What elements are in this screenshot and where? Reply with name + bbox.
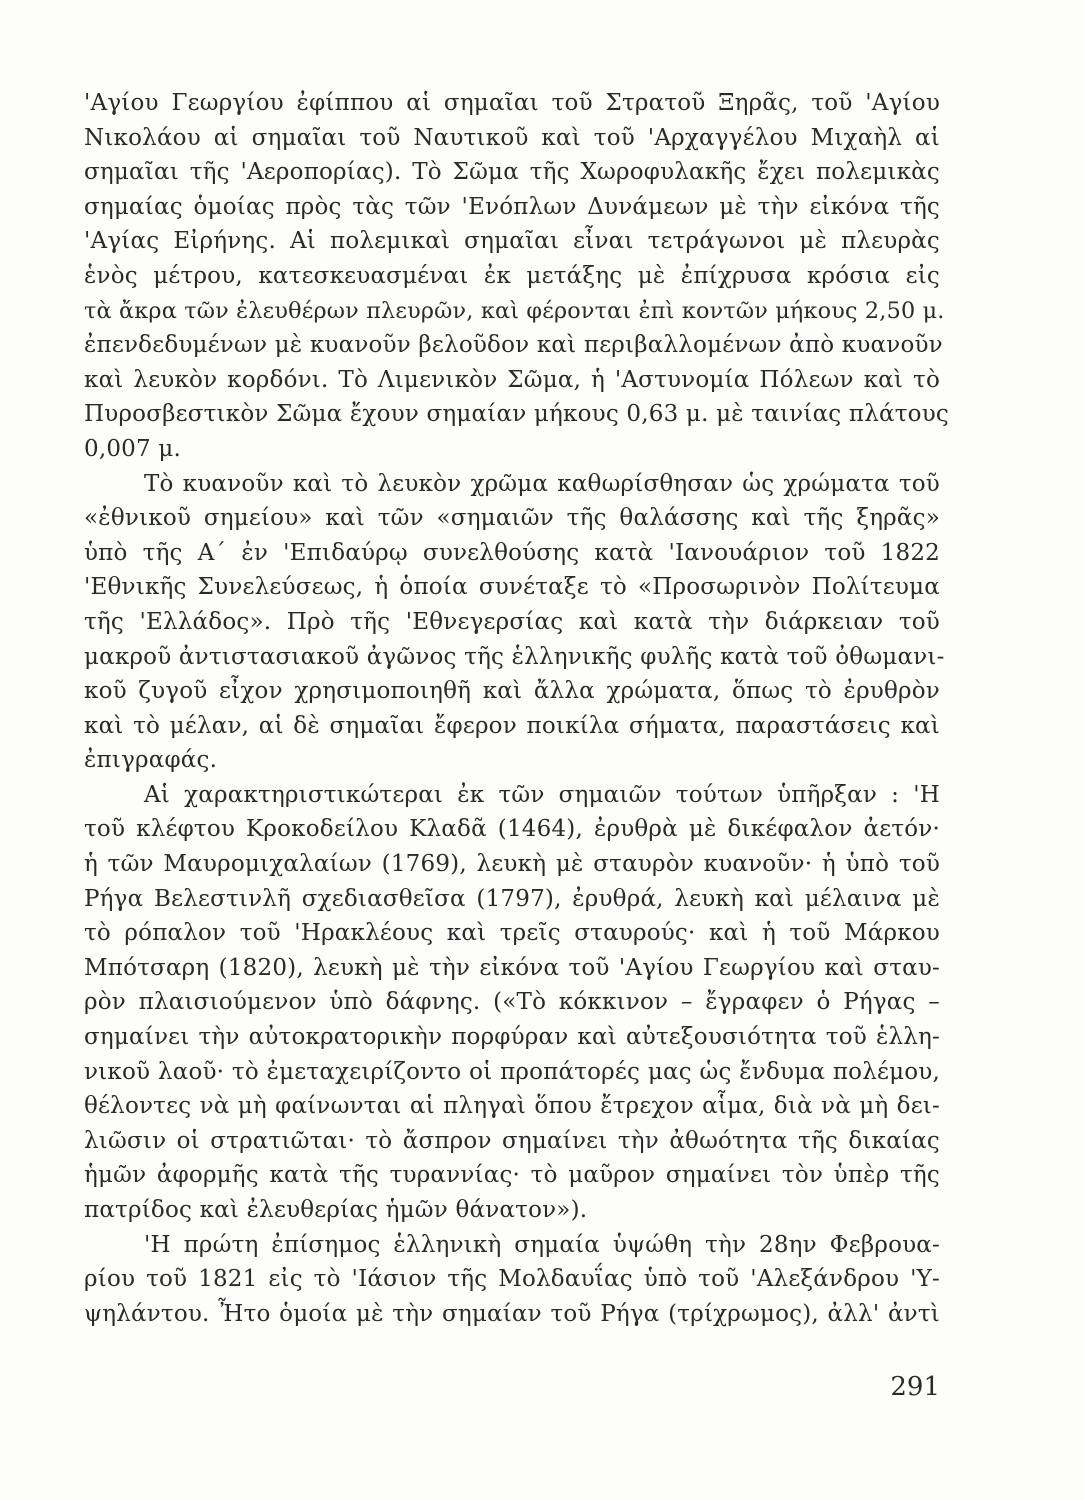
text-line: ρὸν πλαισιούμενον ὑπὸ δάφνης. («Τὸ κόκκινον – ἔγραφεν ὁ Ρήγας – [84, 989, 940, 1016]
text-line: 'Η πρώτη ἐπίσημος ἑλληνικὴ σημαία ὑψώθη τὴν 28ην Φεβρουα- [144, 1231, 940, 1258]
text-line: ἐπιγραφάς. [84, 747, 218, 774]
text-line: Ρήγα Βελεστινλῆ σχεδιασθεῖσα (1797), ἐρυθρά, λευκὴ καὶ μέλαινα μὲ [84, 885, 940, 912]
text-line: θέλοντες νὰ μὴ φαίνωνται αἱ πληγαὶ ὅπου ἔτρεχον αἷμα, διὰ νὰ μὴ δει- [84, 1093, 940, 1120]
page-number: 291 [890, 1372, 940, 1402]
text-line: ψηλάντου. Ἦτο ὁμοία μὲ τὴν σημαίαν τοῦ Ρήγα (τρίχρωμος), ἀλλ' ἀντὶ [84, 1300, 940, 1327]
text-line: Τὸ κυανοῦν καὶ τὸ λευκὸν χρῶμα καθωρίσθησαν ὡς χρώματα τοῦ [144, 470, 940, 497]
text-line: λιῶσιν οἱ στρατιῶται· τὸ ἄσπρον σημαίνει τὴν ἀθωότητα τῆς δικαίας [84, 1127, 940, 1154]
text-line: σημαίας ὁμοίας πρὸς τὰς τῶν 'Ενόπλων Δυνάμεων μὲ τὴν εἰκόνα τῆς [84, 193, 940, 220]
text-line: «ἐθνικοῦ σημείου» καὶ τῶν «σημαιῶν τῆς θαλάσσης καὶ τῆς ξηρᾶς» [84, 505, 940, 532]
text-line: νικοῦ λαοῦ· τὸ ἐμεταχειρίζοντο οἱ προπάτορές μας ὡς ἔνδυμα πολέμου, [84, 1058, 940, 1085]
text-line: 0,007 μ. [84, 435, 182, 462]
text-line: τοῦ κλέφτου Κροκοδείλου Κλαδᾶ (1464), ἐρυθρὰ μὲ δικέφαλον ἀετόν· [84, 816, 940, 843]
text-line: ὑπὸ τῆς Α΄ ἐν 'Επιδαύρῳ συνελθούσης κατὰ 'Ιανουάριον τοῦ 1822 [84, 539, 940, 566]
text-line: κοῦ ζυγοῦ εἶχον χρησιμοποιηθῆ καὶ ἄλλα χρώματα, ὅπως τὸ ἐρυθρὸν [84, 678, 940, 705]
text-line: σημαῖαι τῆς 'Αεροπορίας). Τὸ Σῶμα τῆς Χωροφυλακῆς ἔχει πολεμικὰς [84, 159, 940, 186]
body-text [84, 86, 949, 1331]
text-line: καὶ τὸ μέλαν, αἱ δὲ σημαῖαι ἔφερον ποικίλα σήματα, παραστάσεις καὶ [84, 712, 940, 739]
text-line: ἑνὸς μέτρου, κατεσκευασμέναι ἐκ μετάξης μὲ ἐπίχρυσα κρόσια εἰς [84, 262, 940, 289]
text-line: 'Αγίας Εἰρήνης. Αἱ πολεμικαὶ σημαῖαι εἶναι τετράγωνοι μὲ πλευρὰς [84, 228, 940, 255]
text-line: 'Εθνικῆς Συνελεύσεως, ἡ ὁποία συνέταξε τὸ «Προσωρινὸν Πολίτευμα [84, 574, 940, 601]
text-line: Νικολάου αἱ σημαῖαι τοῦ Ναυτικοῦ καὶ τοῦ 'Αρχαγγέλου Μιχαὴλ αἱ [84, 124, 940, 151]
text-line: Πυροσβεστικὸν Σῶμα ἔχουν σημαίαν μήκους 0,63 μ. μὲ ταινίας πλάτους [84, 401, 949, 428]
text-line: τὸ ρόπαλον τοῦ 'Ηρακλέους καὶ τρεῖς σταυρούς· καὶ ἡ τοῦ Μάρκου [84, 920, 940, 947]
text-line: πατρίδος καὶ ἐλευθερίας ἡμῶν θάνατον»). [84, 1197, 588, 1223]
text-line: μακροῦ ἀντιστασιακοῦ ἀγῶνος τῆς ἑλληνικῆς φυλῆς κατὰ τοῦ ὀθωμανι- [84, 643, 945, 670]
text-line: 'Αγίου Γεωργίου ἐφίππου αἱ σημαῖαι τοῦ Στρατοῦ Ξηρᾶς, τοῦ 'Αγίου [84, 90, 940, 116]
text-line: ἡ τῶν Μαυρομιχαλαίων (1769), λευκὴ μὲ σταυρὸν κυανοῦν· ἡ ὑπὸ τοῦ [84, 851, 940, 878]
text-line: Μπότσαρη (1820), λευκὴ μὲ τὴν εἰκόνα τοῦ 'Αγίου Γεωργίου καὶ σταυ- [84, 954, 940, 981]
text-line: καὶ λευκὸν κορδόνι. Τὸ Λιμενικὸν Σῶμα, ἡ 'Αστυνομία Πόλεων καὶ τὸ [84, 366, 940, 393]
text-line: σημαίνει τὴν αὐτοκρατορικὴν πορφύραν καὶ αὐτεξουσιότητα τοῦ ἑλλη- [84, 1024, 940, 1051]
text-line: τῆς 'Ελλάδος». Πρὸ τῆς 'Εθνεγερσίας καὶ κατὰ τὴν διάρκειαν τοῦ [84, 608, 940, 635]
text-line: Αἱ χαρακτηριστικώτεραι ἐκ τῶν σημαιῶν τούτων ὑπῆρξαν : 'Η [144, 781, 940, 808]
text-line: τὰ ἄκρα τῶν ἐλευθέρων πλευρῶν, καὶ φέρονται ἐπὶ κοντῶν μήκους 2,50 μ. [84, 297, 945, 324]
text-line: ἡμῶν ἀφορμῆς κατὰ τῆς τυραννίας· τὸ μαῦρον σημαίνει τὸν ὑπὲρ τῆς [84, 1162, 940, 1189]
text-line: ἐπενδεδυμένων μὲ κυανοῦν βελοῦδον καὶ περιβαλλομένων ἀπὸ κυανοῦν [84, 332, 943, 359]
text-line: ρίου τοῦ 1821 εἰς τὸ 'Ιάσιον τῆς Μολδαυΐας ὑπὸ τοῦ 'Αλεξάνδρου 'Υ- [84, 1266, 940, 1293]
